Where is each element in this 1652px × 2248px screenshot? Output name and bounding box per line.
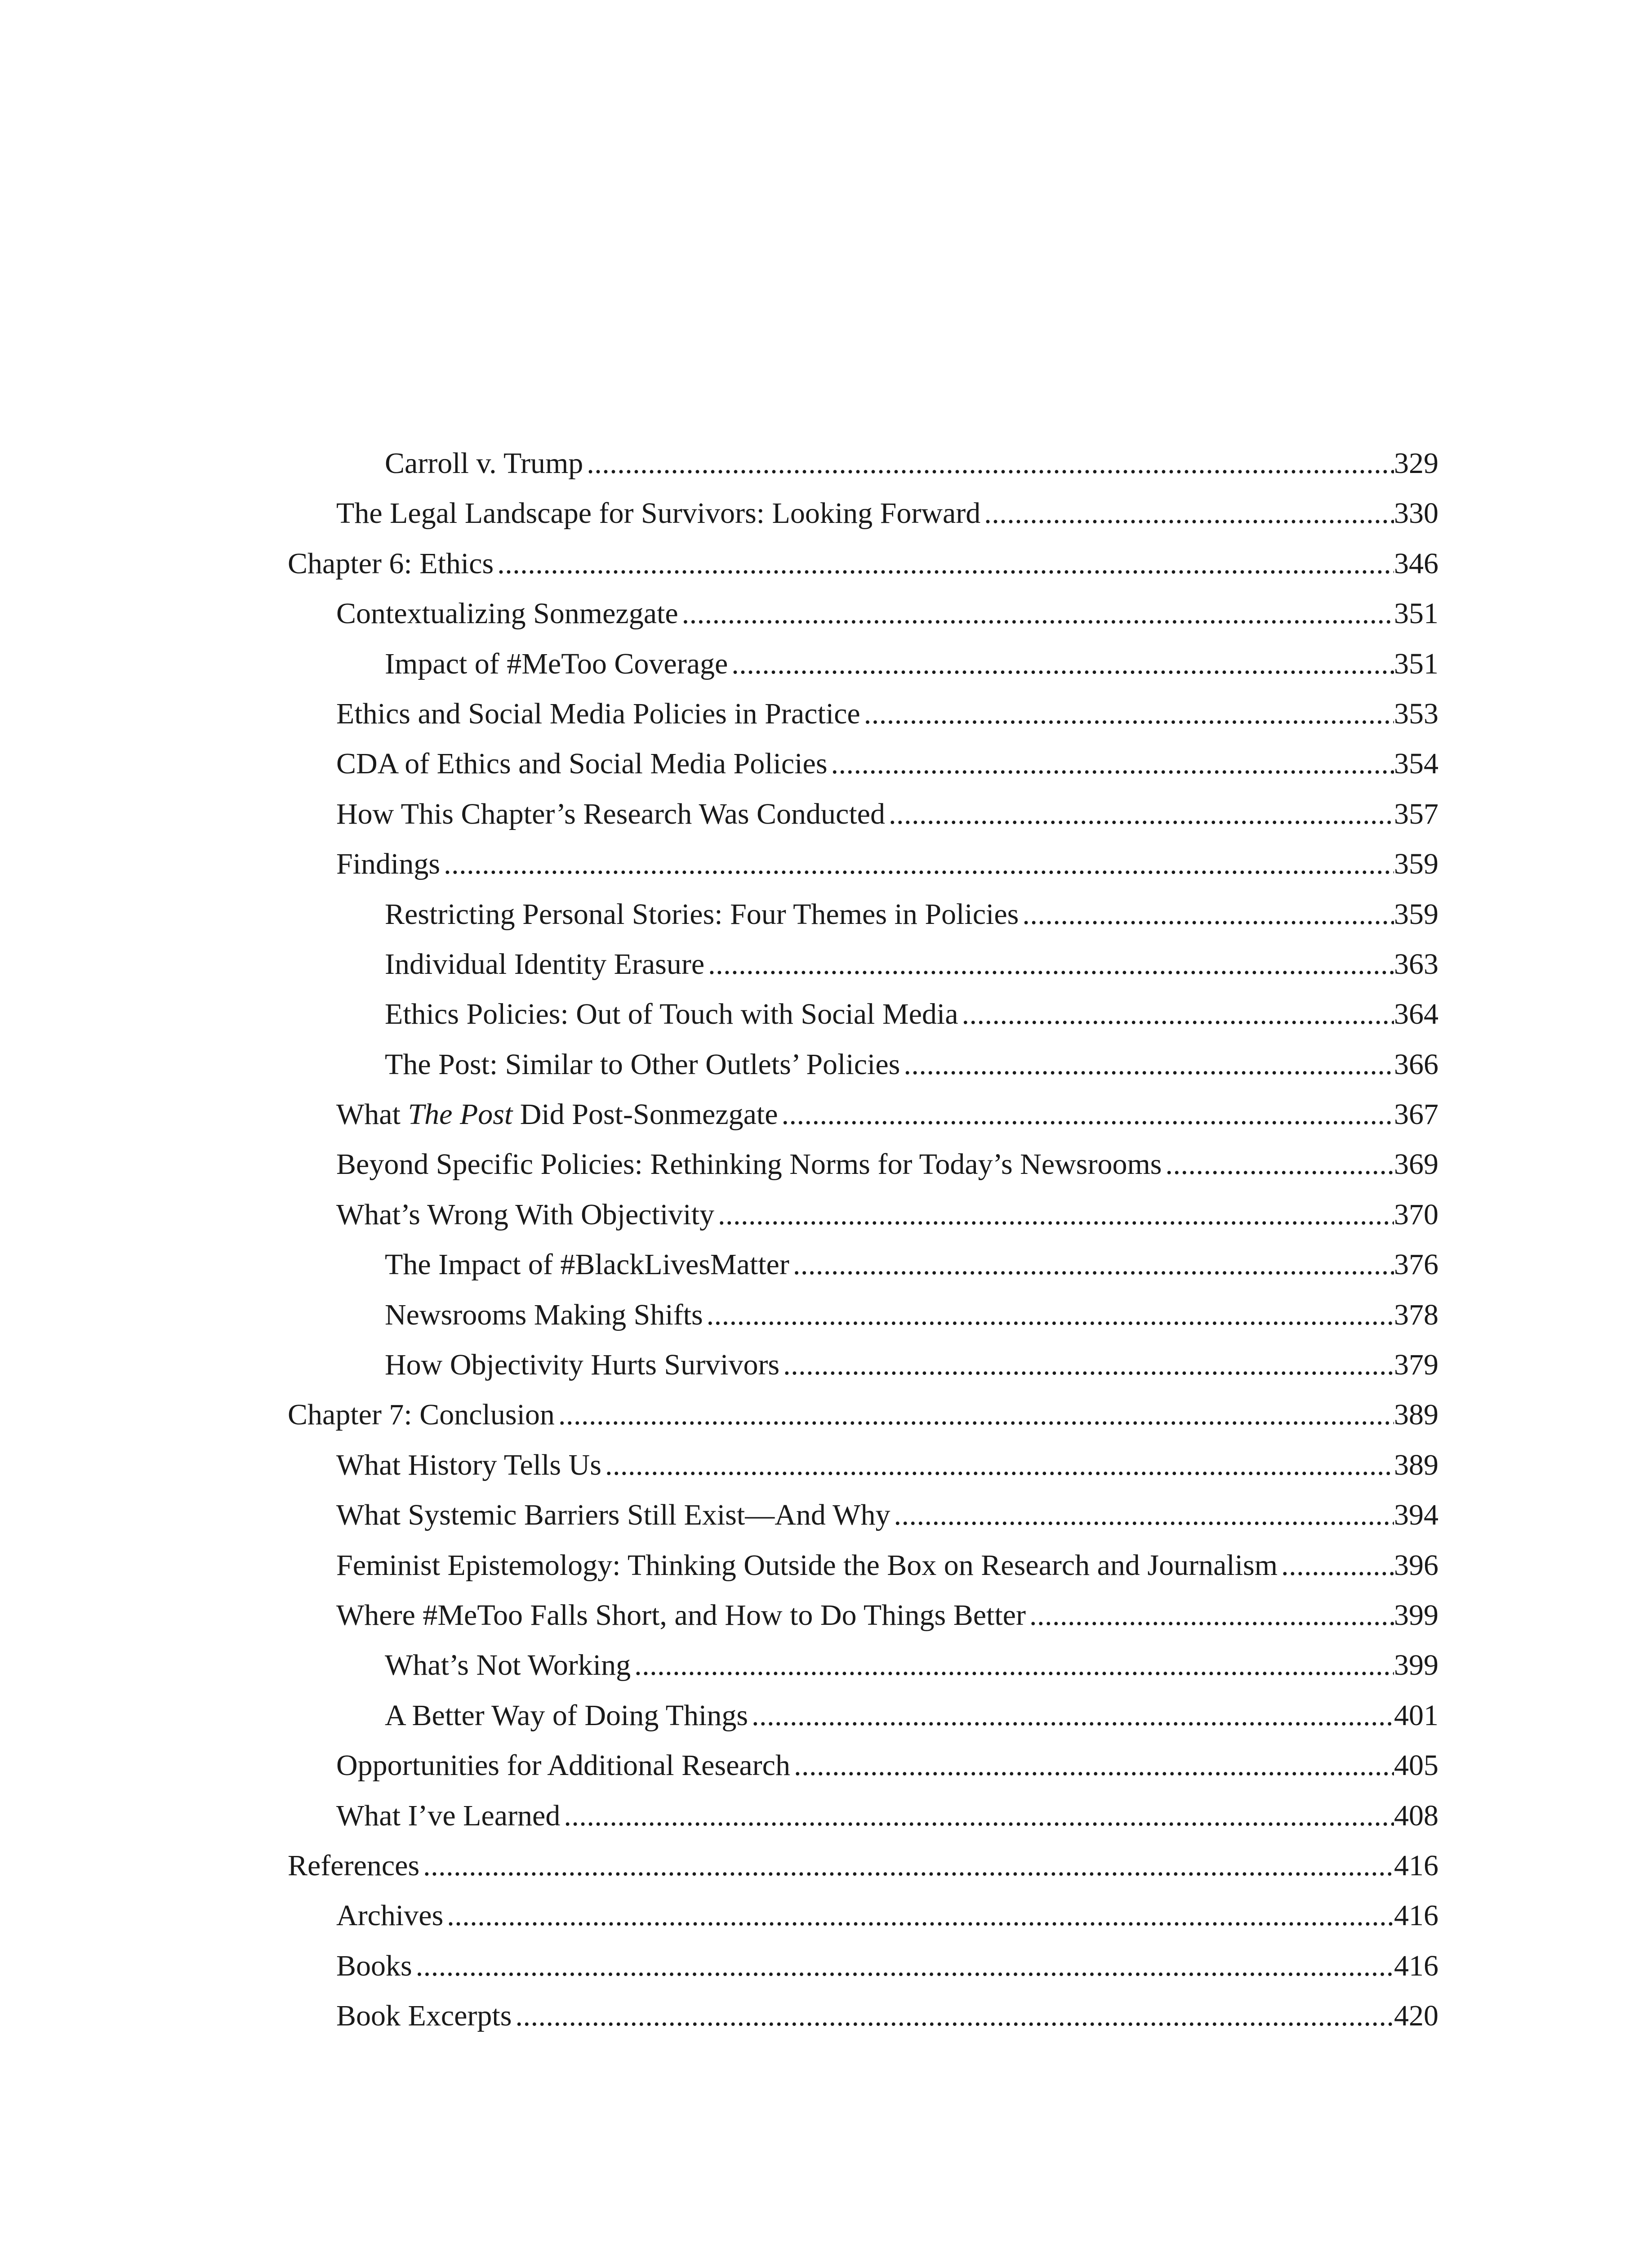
toc-entry-page: 416 xyxy=(1394,1849,1438,1882)
toc-entry-page: 346 xyxy=(1394,547,1438,580)
toc-entry-page: 389 xyxy=(1394,1448,1438,1481)
toc-entry-page: 366 xyxy=(1394,1048,1438,1081)
toc-entry-title: The Impact of #BlackLivesMatter xyxy=(385,1248,789,1281)
toc-entry-title: How Objectivity Hurts Survivors xyxy=(385,1348,780,1382)
dot-leader xyxy=(752,1690,1394,1740)
toc-entry-title: Carroll v. Trump xyxy=(385,447,583,480)
toc-entry-page: 357 xyxy=(1394,797,1438,830)
toc-entry-title: Beyond Specific Policies: Rethinking Norms for Today’s Newsrooms xyxy=(336,1148,1162,1181)
toc-entry[interactable] xyxy=(288,1740,1438,1790)
dot-leader xyxy=(605,1440,1394,1490)
toc-entry-page: 376 xyxy=(1394,1248,1438,1281)
toc-entry-title: Chapter 7: Conclusion xyxy=(288,1398,555,1432)
toc-entry-title: Findings xyxy=(336,847,441,881)
toc-entry-page: 399 xyxy=(1394,1649,1438,1682)
toc-entry-title-pre: What xyxy=(336,1098,408,1131)
toc-entry-title: What History Tells Us xyxy=(336,1448,601,1481)
toc-entry-page: 370 xyxy=(1394,1198,1438,1231)
toc-entry[interactable] xyxy=(288,939,1438,989)
toc-entry-page: 405 xyxy=(1394,1749,1438,1782)
dot-leader xyxy=(1029,1590,1394,1640)
toc-entry-page: 401 xyxy=(1394,1699,1438,1732)
toc-entry-title: The Post: Similar to Other Outlets’ Policies xyxy=(385,1048,900,1081)
toc-entry-page: 389 xyxy=(1394,1398,1438,1432)
toc-entry-title: What’s Not Working xyxy=(385,1649,631,1682)
toc-entry-page: 359 xyxy=(1394,847,1438,881)
toc-entry-title: Ethics and Social Media Policies in Practice xyxy=(336,697,860,730)
toc-entry[interactable] xyxy=(288,1190,1438,1240)
toc-entry-title: A Better Way of Doing Things xyxy=(385,1699,748,1732)
dot-leader xyxy=(1022,889,1394,939)
dot-leader xyxy=(904,1039,1394,1089)
toc-entry[interactable] xyxy=(288,1640,1438,1690)
toc-entry-page: 396 xyxy=(1394,1548,1438,1582)
toc-entry[interactable] xyxy=(288,1941,1438,1991)
toc-entry[interactable] xyxy=(288,1089,1438,1139)
toc-entry-title: Impact of #MeToo Coverage xyxy=(385,647,728,680)
dot-leader xyxy=(894,1490,1394,1540)
toc-entry-page: 369 xyxy=(1394,1148,1438,1181)
toc-entry-title: Ethics Policies: Out of Touch with Social Media xyxy=(385,998,958,1031)
toc-entry-title: Opportunities for Additional Research xyxy=(336,1749,790,1782)
toc-entry-title: Archives xyxy=(336,1899,444,1932)
toc-entry-title-post: Did Post-Sonmezgate xyxy=(512,1098,778,1131)
toc-entry-title: CDA of Ethics and Social Media Policies xyxy=(336,747,828,781)
toc-entry-page: 378 xyxy=(1394,1298,1438,1331)
dot-leader xyxy=(794,1740,1394,1790)
toc-entry-title: What’s Wrong With Objectivity xyxy=(336,1198,714,1231)
dot-leader xyxy=(564,1791,1394,1841)
dot-leader xyxy=(416,1941,1394,1991)
toc-entry-page: 420 xyxy=(1394,1999,1438,2033)
toc-entry-title: Feminist Epistemology: Thinking Outside the Box on Research and Journalism xyxy=(336,1548,1278,1582)
toc-entry[interactable] xyxy=(288,1590,1438,1640)
toc-entry[interactable] xyxy=(288,1290,1438,1340)
toc-chapter-entry[interactable] xyxy=(288,1841,1438,1891)
dot-leader xyxy=(1281,1540,1394,1590)
toc-entry-page: 330 xyxy=(1394,497,1438,530)
toc-entry-page: 367 xyxy=(1394,1098,1438,1131)
toc-entry-title: Where #MeToo Falls Short, and How to Do Things Better xyxy=(336,1598,1026,1632)
toc-entry-title: Contextualizing Sonmezgate xyxy=(336,597,678,630)
toc-entry-page: 354 xyxy=(1394,747,1438,781)
dot-leader xyxy=(708,939,1394,989)
toc-entry[interactable] xyxy=(288,989,1438,1039)
toc-entry[interactable] xyxy=(288,1139,1438,1189)
toc-entry-title: Books xyxy=(336,1949,412,1982)
toc-entry-title: Restricting Personal Stories: Four Themes in Policies xyxy=(385,897,1019,931)
dot-leader xyxy=(558,1390,1394,1440)
dot-leader xyxy=(783,1340,1394,1390)
toc-entry[interactable] xyxy=(288,889,1438,939)
toc-entry-title: The Legal Landscape for Survivors: Looking Forward xyxy=(336,497,981,530)
dot-leader xyxy=(587,438,1394,488)
dot-leader xyxy=(634,1640,1394,1690)
toc-entry-title: What I’ve Learned xyxy=(336,1799,561,1832)
toc-entry-title: What Systemic Barriers Still Exist—And Why xyxy=(336,1499,891,1532)
toc-entry[interactable] xyxy=(288,1891,1438,1940)
toc-entry[interactable] xyxy=(288,1791,1438,1841)
toc-entry-page: 416 xyxy=(1394,1899,1438,1932)
toc-entry[interactable] xyxy=(288,1440,1438,1490)
toc-entry-page: 416 xyxy=(1394,1949,1438,1982)
dot-leader xyxy=(782,1089,1394,1139)
toc-entry-page: 359 xyxy=(1394,897,1438,931)
toc-entry-title: How This Chapter’s Research Was Conducted xyxy=(336,797,885,830)
toc-chapter-entry[interactable] xyxy=(288,1390,1438,1440)
toc-entry-title: Book Excerpts xyxy=(336,1999,512,2033)
dot-leader xyxy=(718,1190,1394,1240)
toc-entry-title: Individual Identity Erasure xyxy=(385,947,705,981)
toc-entry-page: 351 xyxy=(1394,647,1438,680)
dot-leader xyxy=(515,1991,1394,2041)
toc-entry-title xyxy=(336,1089,782,1139)
toc-entry-page: 353 xyxy=(1394,697,1438,730)
toc-entry-page: 329 xyxy=(1394,447,1438,480)
toc-entry[interactable] xyxy=(288,589,1438,638)
toc-entry-page: 399 xyxy=(1394,1598,1438,1632)
toc-entry[interactable] xyxy=(288,689,1438,739)
toc-entry-title: References xyxy=(288,1849,420,1882)
toc-chapter-entry[interactable] xyxy=(288,539,1438,589)
dot-leader xyxy=(984,488,1394,538)
toc-entry[interactable] xyxy=(288,1540,1438,1590)
dot-leader xyxy=(962,989,1394,1039)
dot-leader xyxy=(889,789,1394,839)
dot-leader xyxy=(793,1240,1394,1289)
dot-leader xyxy=(864,689,1394,739)
dot-leader xyxy=(497,539,1394,589)
toc-entry[interactable] xyxy=(288,1490,1438,1540)
toc-entry[interactable] xyxy=(288,488,1438,538)
toc-entry-page: 379 xyxy=(1394,1348,1438,1382)
toc-entry[interactable] xyxy=(288,839,1438,889)
toc-entry[interactable] xyxy=(288,639,1438,689)
toc-entry[interactable] xyxy=(288,1991,1438,2041)
toc-entry-title: Chapter 6: Ethics xyxy=(288,547,494,580)
toc-entry-page: 394 xyxy=(1394,1499,1438,1532)
toc-entry-page: 408 xyxy=(1394,1799,1438,1832)
toc-entry[interactable] xyxy=(288,789,1438,839)
toc-entry-page: 363 xyxy=(1394,947,1438,981)
dot-leader xyxy=(831,739,1394,789)
toc-entry-page: 351 xyxy=(1394,597,1438,630)
dot-leader xyxy=(447,1891,1394,1940)
dot-leader xyxy=(423,1841,1394,1891)
toc-entry-title: Newsrooms Making Shifts xyxy=(385,1298,703,1331)
dot-leader xyxy=(707,1290,1394,1340)
dot-leader xyxy=(444,839,1394,889)
toc-entry[interactable] xyxy=(288,1340,1438,1390)
toc-entry-page: 364 xyxy=(1394,998,1438,1031)
toc-entry[interactable] xyxy=(288,1240,1438,1289)
toc-entry[interactable] xyxy=(288,1039,1438,1089)
table-of-contents xyxy=(288,438,1438,2041)
publication-name: The Post xyxy=(408,1098,513,1131)
toc-entry[interactable] xyxy=(288,1690,1438,1740)
dot-leader xyxy=(682,589,1394,638)
dot-leader xyxy=(1165,1139,1394,1189)
dot-leader xyxy=(731,639,1394,689)
toc-entry[interactable] xyxy=(288,438,1438,488)
toc-entry[interactable] xyxy=(288,739,1438,789)
